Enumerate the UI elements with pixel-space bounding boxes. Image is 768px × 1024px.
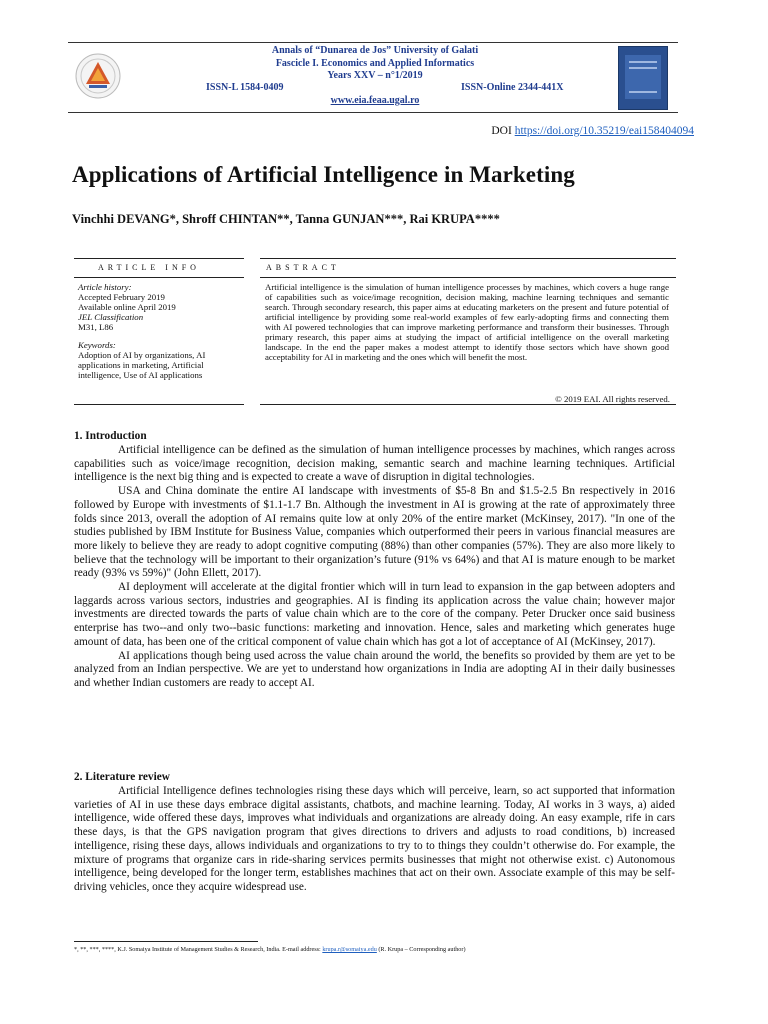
abstract-text: Artificial intelligence is the simulation of human intelligence processes by machines, which covers a huge range of capabilities such as voice/image recognition, decision making, machine learning techniques and semantic search. Through secondary research, this paper aims at educating marketers on the present and future potential of artificial intelligence by providing some real-world examples of few early-adopting firms and connecting them with AI powered technologies that can improve marketing performance and transform their businesses. Through primary research, this paper aims at studying the impact of artificial intelligence on the overall marketing landscape. In the end the paper makes a modest attempt to identify those sectors which have shown good acceptability for AI in marketing and the ones which will benefit the most. [265, 282, 669, 362]
footnote-rule [74, 941, 258, 942]
authors: Vinchhi DEVANG*, Shroff CHINTAN**, Tanna GUNJAN***, Rai KRUPA**** [72, 212, 500, 226]
doi-link[interactable]: https://doi.org/10.35219/eai158404094 [514, 125, 694, 137]
article-info-heading-rule [74, 277, 244, 278]
copyright: © 2019 EAI. All rights reserved. [555, 394, 670, 404]
header-top-rule [68, 42, 678, 43]
issn-online: ISSN-Online 2344-441X [461, 82, 564, 93]
literature-review-heading: 2. Literature review [74, 771, 170, 783]
journal-fascicle: Fascicle I. Economics and Applied Informatics [275, 58, 475, 69]
journal-issue: Years XXV – n°1/2019 [327, 70, 423, 81]
issn-l: ISSN-L 1584-0409 [206, 82, 284, 93]
article-info-bottom-rule [74, 404, 244, 405]
lit-paragraph-1: Artificial Intelligence defines technologies rising these days which will perceive, learn, so act supported that information varieties of AI in use these days embrace digital assistants, chatbots, and machine learning. Today, AI works in 3 ways, a) aided intelligence, wide offered these days, improves what individuals and organizations are already doing. An easy example, rife in cars these days, is that the GPS navigation program that gives directions to drivers and adjusts to road conditions, b) increased intelligence, rising these days, allows individuals and organizations to try to to things they couldn’t otherwise do. For example, the mixture of programs that organize cars in ride-sharing services permits businesses that might not otherwise exist. c) Autonomous intelligence, being developed for the longer term, establishes machines that act on their own. Associate example of this may be self-driving vehicles, once they acquire widespread use. [74, 785, 675, 893]
article-info-block [78, 282, 243, 380]
history-label: Article history: [78, 282, 132, 292]
intro-paragraph-3: AI deployment will accelerate at the digital frontier which will in turn lead to expansion in the gap between adopters and laggards across various sectors, industries and geographies. AI is finding its application across the value chain; however major investments are directed towards the parts of value chain which are to the core of the company. Peter Drucker once said business enterprise has two--and only two--basic functions: marketing and innovation. Hence, sales and marketing which generates huge amount of data, has been one of the critical component of value chain which has got a lot of acceptance of AI (McKinsey, 2017). [74, 581, 675, 648]
university-logo-icon [74, 52, 122, 100]
intro-paragraph-4: AI applications though being used across the value chain around the world, the benefits so provided by them are yet to be analyzed from an Indian perspective. We are yet to understand how organizations in India are adopting AI in their daily businesses and whether Indian customers are ready to accept AI. [74, 649, 675, 689]
footnote-email-link[interactable]: krupa.r@somaiya.edu [322, 946, 377, 953]
footnote-note: (R. Krupa – Corresponding author) [378, 946, 466, 953]
article-info-top-rule [74, 258, 244, 259]
article-info-heading: ARTICLE INFO [98, 263, 200, 272]
footnote-affiliation: *, **, ***, ****, K.J. Somaiya Institute of Management Studies & Research, India. E-mail address: [74, 946, 321, 953]
doi-line [491, 125, 694, 137]
header-bottom-rule [68, 112, 678, 113]
keywords-label: Keywords: [78, 340, 116, 350]
literature-review-body [74, 785, 675, 895]
paper-title: Applications of Artificial Intelligence in Marketing [72, 162, 575, 187]
jel-label: JEL Classification [78, 312, 144, 322]
abstract-bottom-rule [260, 404, 676, 405]
keywords: Adoption of AI by organizations, AI applications in marketing, Artificial intelligence, Use of AI applications [78, 350, 206, 380]
journal-website-link[interactable]: www.eia.feaa.ugal.ro [330, 95, 420, 106]
abstract-heading-rule [260, 277, 676, 278]
introduction-heading: 1. Introduction [74, 430, 147, 442]
doi-label: DOI [491, 125, 512, 137]
abstract-top-rule [260, 258, 676, 259]
jel-codes: M31, L86 [78, 322, 114, 332]
journal-name: Annals of “Dunarea de Jos” University of Galati [271, 45, 479, 56]
available-date: Available online April 2019 [78, 302, 176, 312]
journal-cover-icon [618, 46, 668, 110]
accepted-date: Accepted February 2019 [78, 292, 165, 302]
abstract-heading: ABSTRACT [266, 263, 340, 272]
introduction-body [74, 444, 675, 691]
intro-paragraph-2: USA and China dominate the entire AI landscape with investments of $5-8 Bn and $1.5-2.5 Bn respectively in 2016 followed by Europe with investments of $1.1-1.7 Bn. Although the investment in AI is growing at the rate of approximately three folds since 2013, overall the adoption of AI remains quite low at only 20% of the entire market (McKinsey, 2017). "In one of the studies published by IBM Institute for Business Value, companies which outperformed their peers in various financial measures are more likely to believe they are ready to adopt cognitive computing (88%) than other companies (57%). They are also more likely to believe that the technology will be important to their organization’s future (91% vs 64%) and that AI is mature enough to be market ready (93% vs 59%)" (John Ellett, 2017). [74, 485, 675, 580]
footnote [74, 946, 674, 954]
intro-paragraph-1: Artificial intelligence can be defined as the simulation of human intelligence processes by machines, which ranges across capabilities such as voice/image recognition, decision making, semantic search and machine learning techniques. Artificial intelligence is the next big thing and is expected to create a wave of disruption in digital technologies. [74, 444, 675, 484]
